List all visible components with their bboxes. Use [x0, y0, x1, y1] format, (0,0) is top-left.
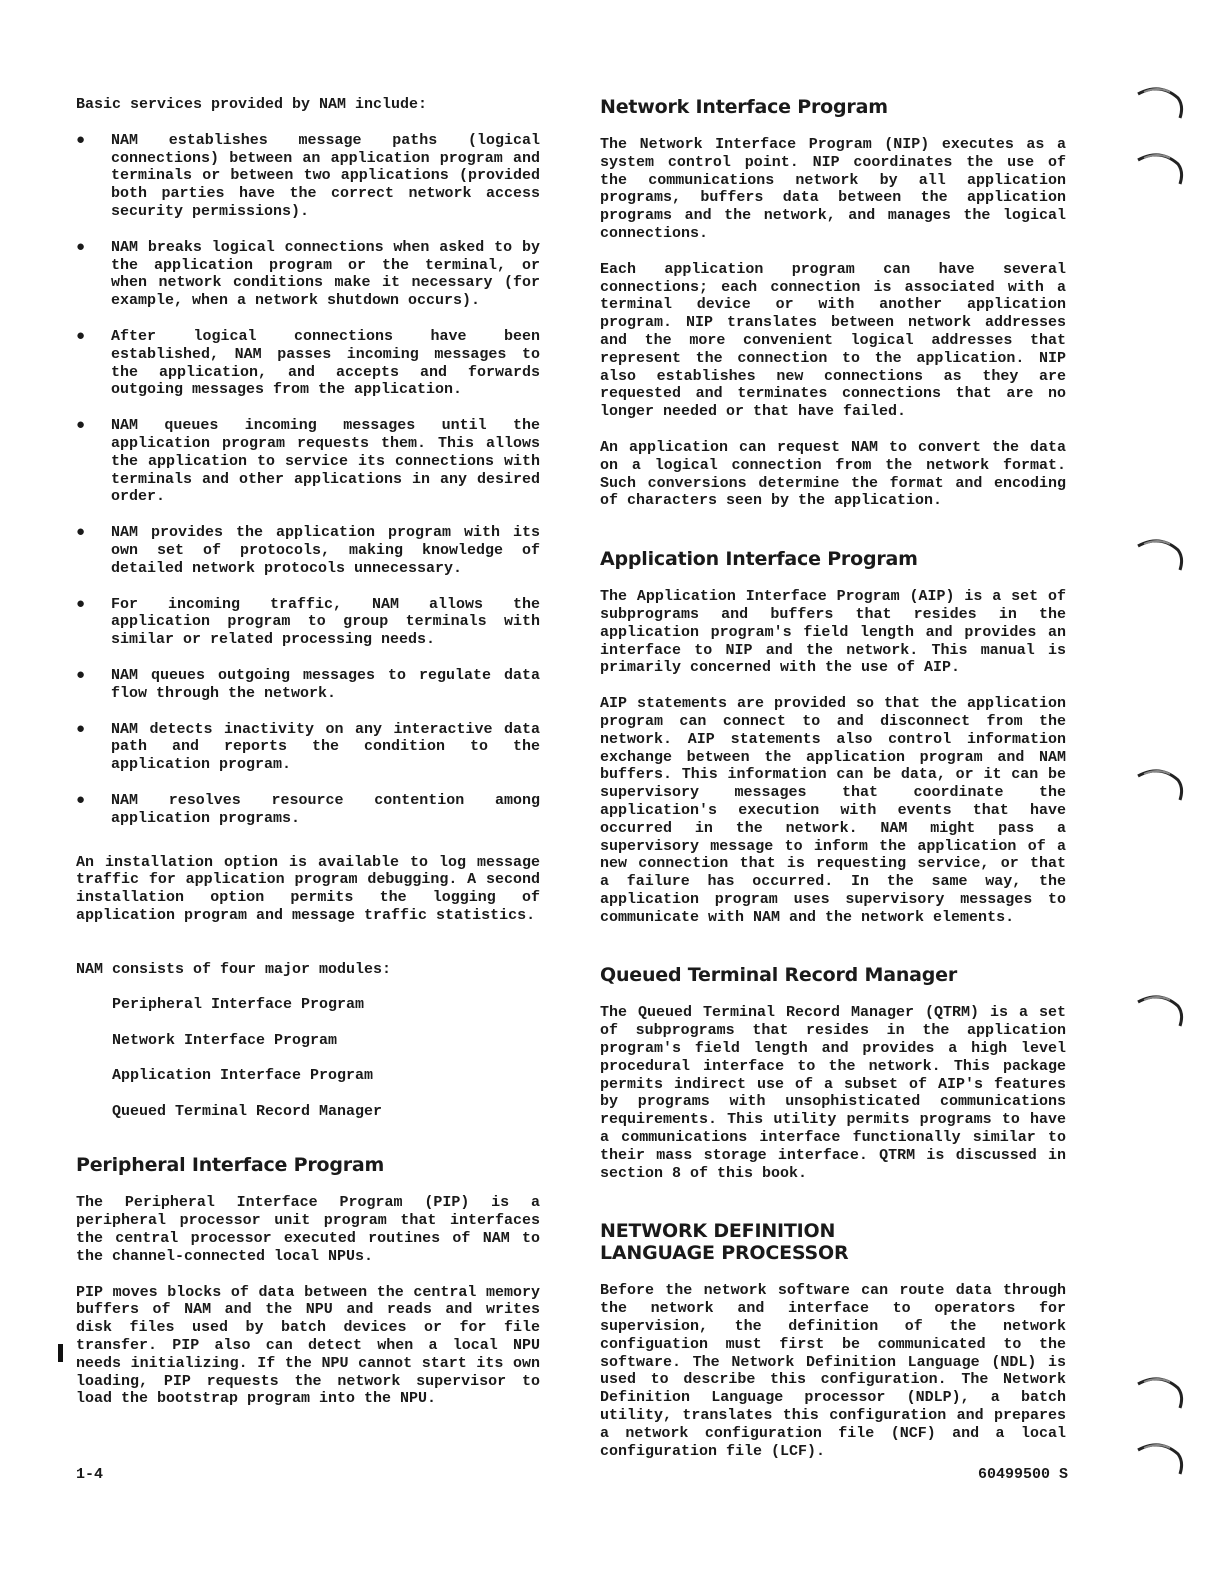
change-bar [58, 1344, 63, 1362]
punch-hole-icon [1134, 988, 1184, 1032]
list-item: ● NAM queues outgoing messages to regulate data flow through the network. [76, 666, 540, 702]
list-item: ● NAM establishes message paths (logical connections) between an application program and terminals or between two applications (provided both parties have the correct network access security permissions). [76, 131, 540, 220]
punch-hole-icon [1134, 80, 1184, 124]
modules-intro: NAM consists of four major modules: [76, 960, 392, 978]
list-item: ● For incoming traffic, NAM allows the application program to group terminals with similar or related processing needs. [76, 595, 540, 649]
ndl-heading: NETWORK DEFINITION LANGUAGE PROCESSOR [600, 1220, 849, 1265]
punch-hole-icon [1134, 532, 1184, 576]
list-item: ● After logical connections have been established, NAM passes incoming messages to the application, and accepts and forwards outgoing messages from the application. [76, 327, 540, 399]
punch-hole-icon [1134, 1436, 1184, 1480]
list-item: ● NAM breaks logical connections when asked to by the application program or the terminal, or when network conditions make it necessary (for example, when a network shutdown occurs). [76, 238, 540, 310]
list-item: ● NAM queues incoming messages until the application program requests them. This allows the application to service its connections with terminals and other applications in any desired order. [76, 417, 540, 506]
nip-heading: Network Interface Program [600, 96, 888, 118]
bullet-icon: ● [76, 595, 86, 613]
module-item: Network Interface Program [112, 1031, 338, 1049]
modules-list [76, 996, 540, 1120]
bullet-icon: ● [76, 791, 86, 809]
punch-hole-icon [1134, 762, 1184, 806]
services-list [76, 132, 540, 828]
qtrm-heading: Queued Terminal Record Manager [600, 964, 958, 987]
punch-hole-icon [1134, 146, 1184, 190]
services-intro: Basic services provided by NAM include: [76, 96, 428, 113]
bullet-icon: ● [76, 327, 86, 345]
left-column [76, 96, 540, 1408]
list-item: ● NAM resolves resource contention among application programs. [76, 791, 540, 827]
nip-paragraph-3: An application can request NAM to convert the data on a logical connection from the network format. Such conversions determine the format and encoding of characters seen by the application. [600, 438, 1066, 510]
bullet-icon: ● [76, 131, 86, 149]
pip-heading: Peripheral Interface Program [76, 1154, 385, 1177]
module-item: Peripheral Interface Program [112, 996, 365, 1014]
bullet-icon: ● [76, 666, 86, 684]
bullet-icon: ● [76, 417, 86, 435]
nip-paragraph-2: Each application program can have several connections; each connection is associated with a terminal device or with another application program. NIP translates between network addresses and the more convenient logical addresses that represent the connection to the application. NIP also establishes new connections as they are requested and terminates connections that are no longer needed or that have failed. [600, 260, 1066, 421]
ndl-paragraph: Before the network software can route data through the network and interface to operators for supervision, the definition of the network configuation must first be communicated to the software. The Network Definition Language (NDL) is used to describe this configuration. The Network Definition Language processor (NDLP), a batch utility, translates this configuration and prepares a network configuration file (NCF) and a local configuration file (LCF). [600, 1282, 1066, 1460]
aip-paragraph-1: The Application Interface Program (AIP) is a set of subprograms and buffers that resides in the application program's field length and provides an interface to NIP and the network. This manual is primarily concerned with the use of AIP. [600, 588, 1066, 677]
document-number: 60499500 S [978, 1466, 1069, 1483]
page-number: 1-4 [76, 1466, 104, 1483]
punch-hole-icon [1134, 1370, 1184, 1414]
pip-paragraph-1: The Peripheral Interface Program (PIP) is a peripheral processor unit program that interfaces the central processor executed routines of NAM to the channel-connected local NPUs. [76, 1194, 540, 1265]
right-column [600, 96, 1066, 1460]
aip-heading: Application Interface Program [600, 548, 918, 571]
module-item: Application Interface Program [112, 1067, 374, 1085]
bullet-icon: ● [76, 238, 86, 256]
aip-paragraph-2: AIP statements are provided so that the application program can connect to and disconnect from the network. AIP statements also control information exchange between the application program and NAM buffers. This information can be data, or it can be supervisory messages that coordinate the application's execution with events that have occurred in the network. NAM might pass a supervisory message to inform the application of a new connection that is requesting service, or that a failure has occurred. In the same way, the application program uses supervisory messages to communicate with NAM and the network elements. [600, 695, 1066, 926]
qtrm-paragraph: The Queued Terminal Record Manager (QTRM) is a set of subprograms that resides in the application program's field length and provides a high level procedural interface to the network. This package permits indirect use of a subset of AIP's features by programs with unsophisticated communications requirements. This utility permits programs to have a communications interface functionally similar to their mass storage interface. QTRM is discussed in section 8 of this book. [600, 1004, 1066, 1182]
list-item: ● NAM provides the application program with its own set of protocols, making knowledge of detailed network protocols unnecessary. [76, 524, 540, 577]
nip-paragraph-1: The Network Interface Program (NIP) executes as a system control point. NIP coordinates the use of the communications network by all application programs, buffers data between the application programs and the network, and manages the logical connections. [600, 136, 1066, 242]
module-item: Queued Terminal Record Manager [112, 1102, 383, 1120]
bullet-icon: ● [76, 524, 86, 542]
bullet-icon: ● [76, 720, 86, 738]
list-item: ● NAM detects inactivity on any interactive data path and reports the condition to the application program. [76, 720, 540, 774]
pip-paragraph-2: PIP moves blocks of data between the central memory buffers of NAM and the NPU and reads and writes disk files used by batch devices or for file transfer. PIP also can detect when a local NPU needs initializing. If the NPU cannot start its own loading, PIP requests the network supervisor to load the bootstrap program into the NPU. [76, 1283, 540, 1408]
installation-paragraph: An installation option is available to log message traffic for application program debugging. A second installation option permits the logging of application program and message traffic statistics. [76, 853, 540, 924]
